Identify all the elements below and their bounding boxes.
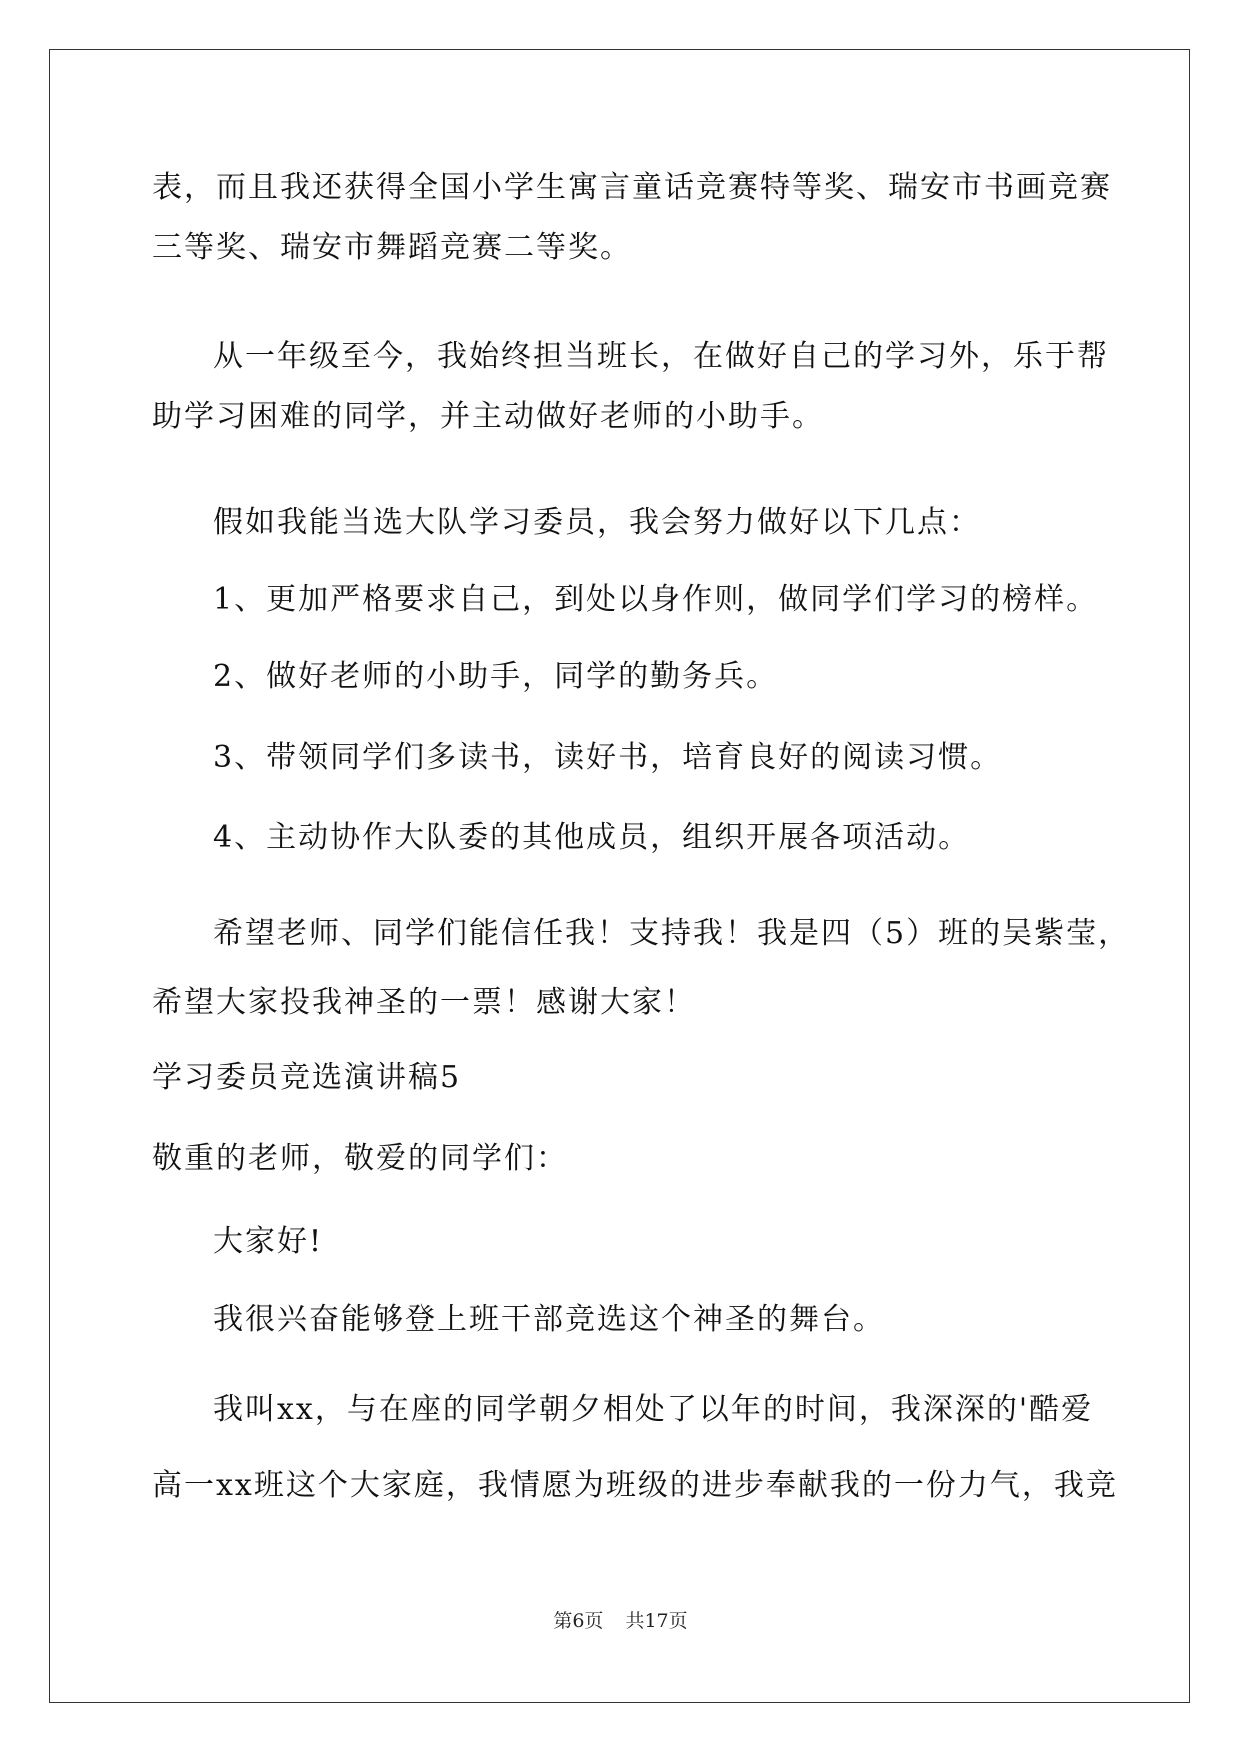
body-line: 希望老师、同学们能信任我！支持我！我是四（5）班的吴紫莹，: [213, 916, 1131, 951]
greeting-line: 大家好!: [213, 1224, 324, 1259]
body-line: 1、更加严格要求自己，到处以身作则，做同学们学习的榜样。: [213, 582, 1099, 617]
body-line: 三等奖、瑞安市舞蹈竞赛二等奖。: [152, 230, 632, 265]
body-line: 2、做好老师的小助手，同学的勤务兵。: [213, 659, 779, 694]
body-line: 高一xx班这个大家庭，我情愿为班级的进步奉献我的一份力气，我竞: [152, 1468, 1118, 1503]
page-border: [49, 49, 1190, 1703]
body-line: 3、带领同学们多读书，读好书，培育良好的阅读习惯。: [213, 740, 1003, 775]
body-line: 从一年级至今，我始终担当班长，在做好自己的学习外，乐于帮: [213, 339, 1109, 374]
page-total: 共17页: [625, 1610, 688, 1632]
body-line: 助学习困难的同学，并主动做好老师的小助手。: [152, 399, 824, 434]
page-number: 第6页: [553, 1610, 604, 1632]
page-footer: [0, 1606, 1241, 1633]
salutation-line: 敬重的老师，敬爱的同学们：: [152, 1141, 568, 1176]
body-line: 表，而且我还获得全国小学生寓言童话竞赛特等奖、瑞安市书画竞赛: [152, 170, 1112, 205]
body-line: 我很兴奋能够登上班干部竞选这个神圣的舞台。: [213, 1302, 885, 1337]
body-line: 希望大家投我神圣的一票！感谢大家！: [152, 985, 696, 1020]
body-line: 4、主动协作大队委的其他成员，组织开展各项活动。: [213, 820, 971, 855]
body-line: 我叫xx，与在座的同学朝夕相处了以年的时间，我深深的'酷爱: [213, 1392, 1094, 1427]
section-heading: 学习委员竞选演讲稿5: [152, 1060, 462, 1095]
body-line: 假如我能当选大队学习委员，我会努力做好以下几点：: [213, 505, 981, 540]
